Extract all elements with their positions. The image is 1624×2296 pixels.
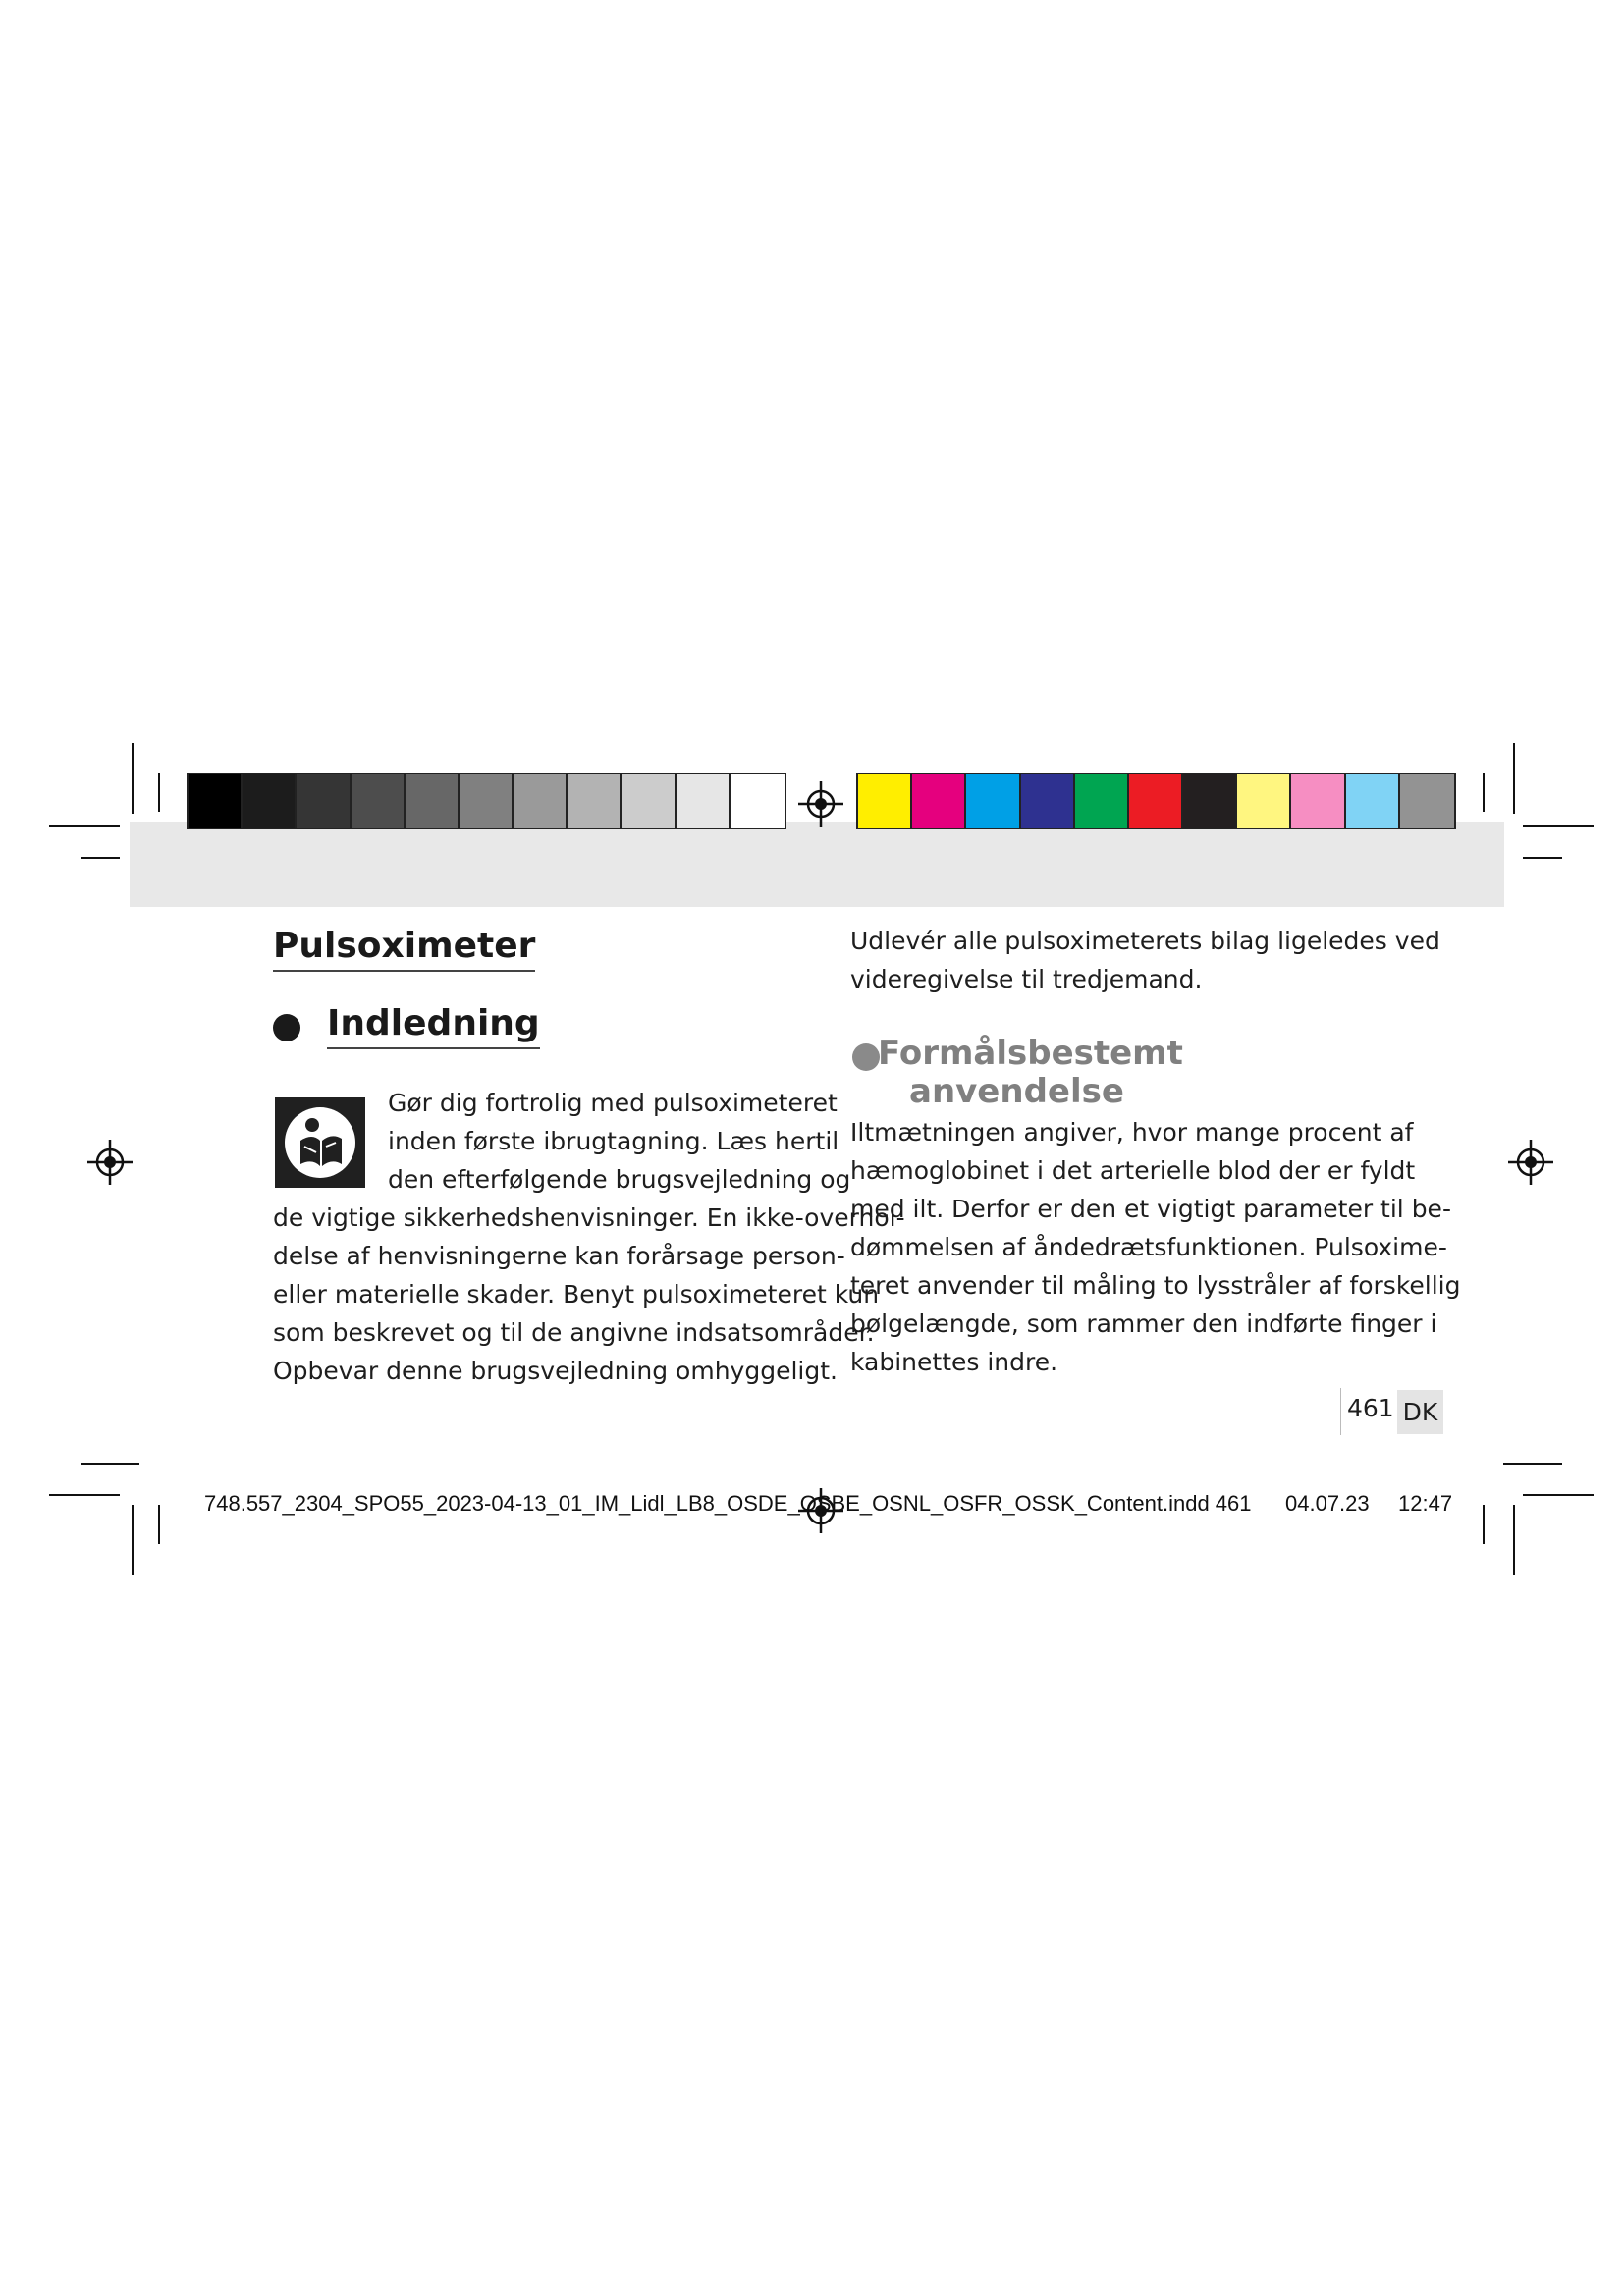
color-swatch <box>460 774 514 828</box>
crop-mark <box>132 1505 134 1575</box>
crop-mark <box>158 1505 160 1544</box>
header-band <box>130 822 1504 907</box>
crop-mark <box>1523 1494 1594 1496</box>
paragraph-line: Gør dig fortrolig med pulsoximeteret <box>388 1089 838 1117</box>
paragraph-line: hæmoglobinet i det arterielle blod der er fyldt <box>850 1156 1416 1185</box>
section-heading-indledning: Indledning <box>327 1003 540 1049</box>
paragraph-line: Iltmætningen angiver, hvor mange procent af <box>850 1118 1414 1147</box>
color-swatch <box>1237 774 1291 828</box>
color-swatch <box>406 774 460 828</box>
color-swatch <box>858 774 912 828</box>
paragraph-line: dømmelsen af åndedrætsfunktionen. Pulsoxime- <box>850 1233 1447 1261</box>
page-title: Pulsoximeter <box>273 926 535 972</box>
registration-mark-icon <box>798 781 843 827</box>
crop-mark <box>81 857 120 859</box>
paragraph-line: med ilt. Derfor er den et vigtigt parameter til be- <box>850 1195 1451 1223</box>
paragraph-line: bølgelængde, som rammer den indførte finger i <box>850 1309 1437 1338</box>
paragraph-line: som beskrevet og til de angivne indsatsområder. <box>273 1318 875 1347</box>
read-manual-icon <box>275 1097 365 1188</box>
color-swatch <box>1129 774 1183 828</box>
crop-mark <box>158 773 160 812</box>
page-number: 461 <box>1347 1394 1394 1422</box>
color-swatch <box>297 774 351 828</box>
crop-mark <box>1483 773 1485 812</box>
color-swatch <box>912 774 966 828</box>
color-swatch <box>677 774 731 828</box>
crop-mark <box>1513 743 1515 814</box>
crop-mark <box>1523 825 1594 827</box>
process-color-bar <box>856 773 1456 829</box>
paragraph-line: videregivelse til tredjemand. <box>850 965 1203 993</box>
paragraph-line: delse af henvisningerne kan forårsage person- <box>273 1242 845 1270</box>
paragraph-line: den efterfølgende brugsvejledning og <box>388 1165 851 1194</box>
color-swatch <box>1075 774 1129 828</box>
grayscale-color-bar <box>187 773 786 829</box>
registration-mark-icon <box>1508 1140 1553 1185</box>
crop-mark <box>1523 857 1562 859</box>
crop-mark <box>81 1463 139 1465</box>
file-slug: 748.557_2304_SPO55_2023-04-13_01_IM_Lidl_LB8_OSDE_OSBE_OSNL_OSFR_OSSK_Content.indd 461 <box>204 1491 1252 1516</box>
paragraph-line: kabinettes indre. <box>850 1348 1058 1376</box>
crop-mark <box>49 1494 120 1496</box>
color-swatch <box>966 774 1020 828</box>
crop-mark <box>1513 1505 1515 1575</box>
color-swatch <box>189 774 243 828</box>
color-swatch <box>352 774 406 828</box>
section-bullet-icon <box>852 1043 880 1071</box>
section-bullet-icon <box>273 1014 300 1041</box>
color-swatch <box>1291 774 1345 828</box>
color-swatch <box>1400 774 1454 828</box>
paragraph-line: teret anvender til måling to lysstråler af forskellig <box>850 1271 1461 1300</box>
page-number-divider <box>1340 1388 1341 1435</box>
crop-mark <box>1483 1505 1485 1544</box>
color-swatch <box>731 774 785 828</box>
crop-mark <box>1503 1463 1562 1465</box>
color-swatch <box>568 774 622 828</box>
color-swatch <box>1346 774 1400 828</box>
file-slug-time: 12:47 <box>1398 1491 1453 1516</box>
paragraph-line: Opbevar denne brugsvejledning omhyggeligt. <box>273 1357 838 1385</box>
section-heading-formaal-line2: anvendelse <box>909 1072 1124 1111</box>
color-swatch <box>1183 774 1237 828</box>
color-swatch <box>243 774 297 828</box>
section-heading-formaal: Formålsbestemt <box>878 1034 1183 1073</box>
paragraph-line: eller materielle skader. Benyt pulsoximeteret kun <box>273 1280 880 1308</box>
crop-mark <box>49 825 120 827</box>
crop-mark <box>132 743 134 814</box>
paragraph-line: de vigtige sikkerhedshenvisninger. En ikke-overhol- <box>273 1203 905 1232</box>
color-swatch <box>1021 774 1075 828</box>
file-slug-date: 04.07.23 <box>1285 1491 1370 1516</box>
paragraph-line: inden første ibrugtagning. Læs hertil <box>388 1127 839 1155</box>
language-badge: DK <box>1397 1390 1443 1434</box>
paragraph-line: Udlevér alle pulsoximeterets bilag ligeledes ved <box>850 927 1440 955</box>
color-swatch <box>514 774 568 828</box>
color-swatch <box>622 774 676 828</box>
registration-mark-icon <box>87 1140 133 1185</box>
